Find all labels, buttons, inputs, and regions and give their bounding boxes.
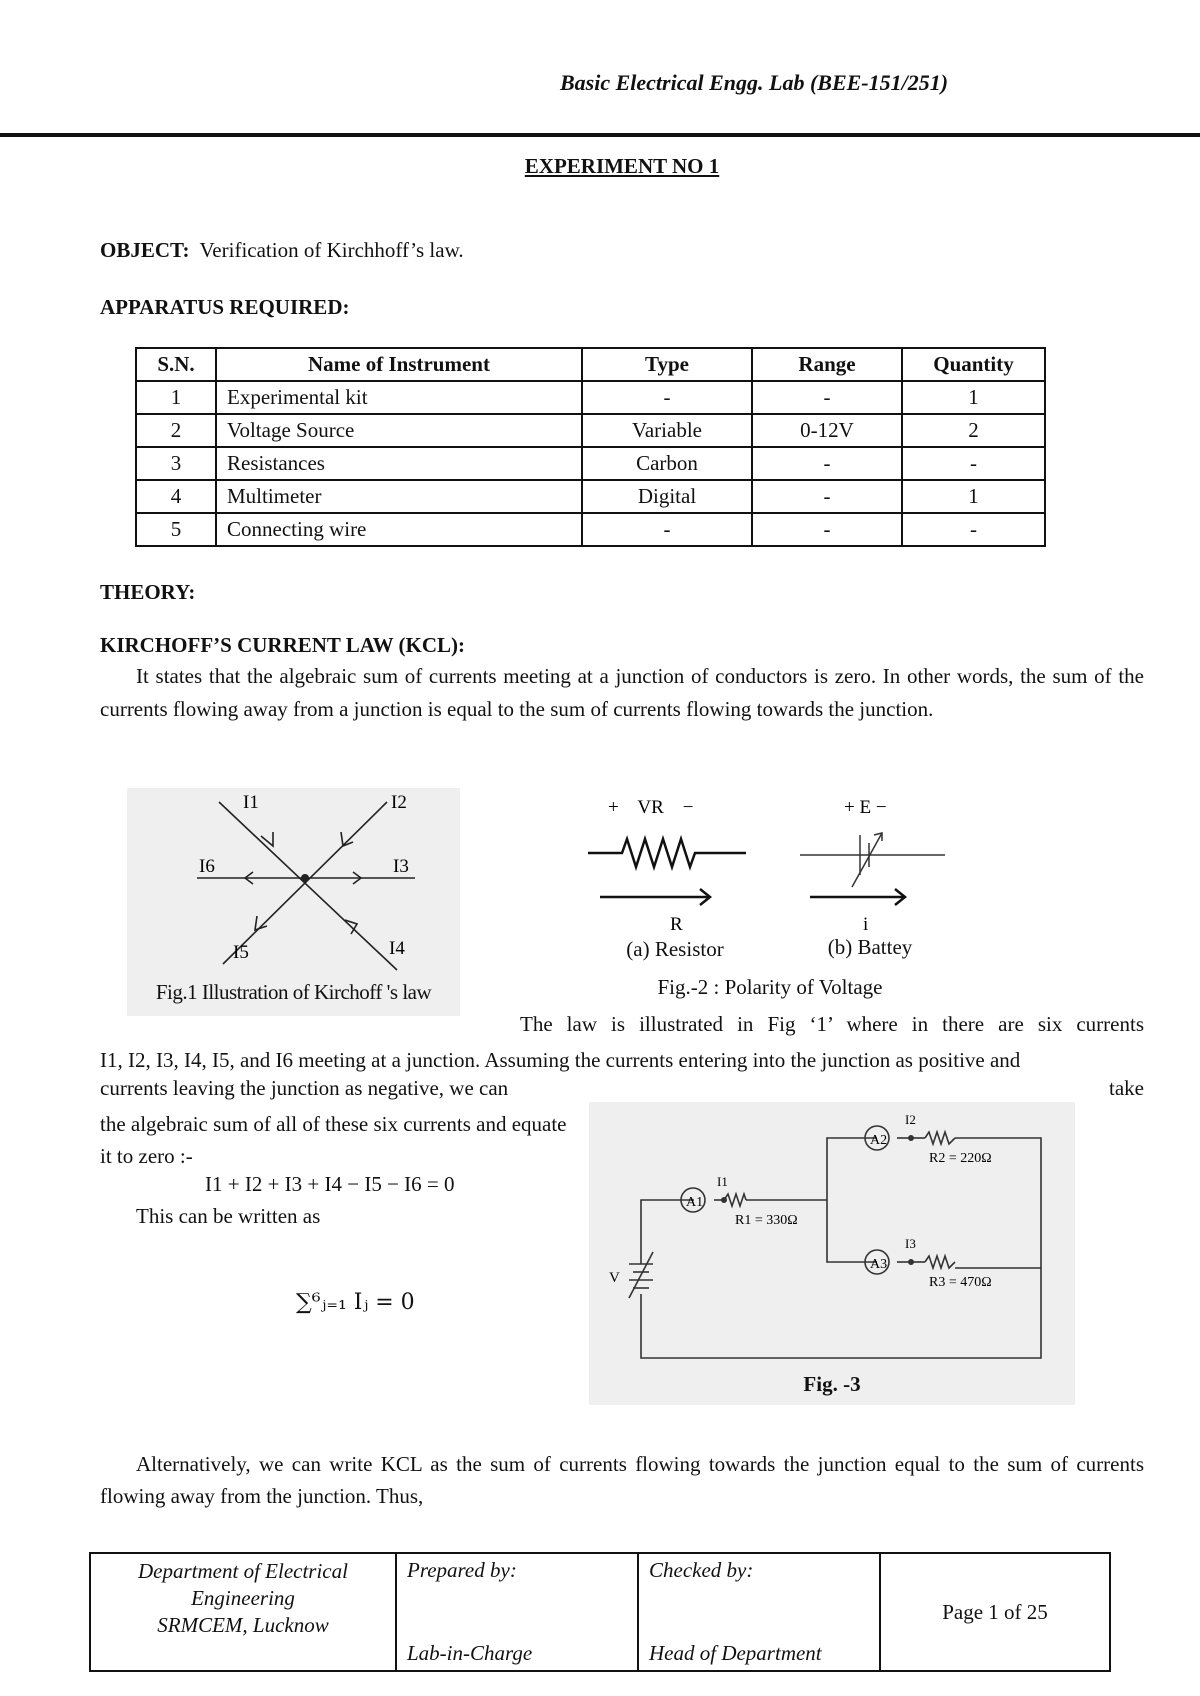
cell-sn: 3 [136,447,216,480]
object-label: OBJECT: [100,238,190,262]
footer-dept-line2: Engineering [191,1586,295,1610]
cell-sn: 2 [136,414,216,447]
footer-department [90,1553,396,1671]
fig3-r1-label: R1 = 330Ω [735,1213,798,1228]
kcl-alternative-paragraph: Alternatively, we can write KCL as the sum of currents flowing towards the junction equal to the sum of currents flowing away from the junction. Thus, [100,1452,1144,1508]
footer-checked-label: Checked by: [649,1558,754,1582]
col-quantity: Quantity [902,348,1045,381]
law-paragraph-line4: the algebraic sum of all of these six currents and equate it to zero :- [100,1112,567,1168]
law-paragraph-line1: The law is illustrated in Fig ‘1’ where in there are six currents [520,1012,1144,1036]
law-paragraph-take: take [1109,1076,1144,1100]
footer-page-number: Page 1 of 25 [880,1553,1110,1671]
cell-type: - [582,381,752,414]
cell-sn: 5 [136,513,216,546]
fig3-a1-label: A1 [686,1195,704,1210]
cell-quantity: 1 [902,480,1045,513]
fig1-label-i2: I2 [391,792,407,813]
fig3-i2-label: I2 [905,1112,916,1127]
fig2-caption: Fig.-2 : Polarity of Voltage [657,975,883,999]
fig2-sub-b: (b) Battey [827,935,913,959]
footer-prepared [396,1553,638,1671]
cell-type: Variable [582,414,752,447]
col-type: Type [582,348,752,381]
col-sn: S.N. [136,348,216,381]
law-paragraph-line2: I1, I2, I3, I4, I5, and I6 meeting at a junction. Assuming the currents entering into the junction as positive and [100,1048,1021,1072]
cell-range: - [752,513,902,546]
fig1-label-i5: I5 [233,942,249,963]
table-row [136,381,1045,414]
cell-type: Carbon [582,447,752,480]
law-paragraph-line3 [100,1076,1144,1101]
fig1-label-i6: I6 [199,856,215,877]
experiment-title: EXPERIMENT NO 1 [524,154,720,178]
fig3-svg [589,1102,1075,1405]
fig1-label-i4: I4 [389,938,405,959]
cell-name: Connecting wire [216,513,582,546]
fig3-circuit-diagram [589,1102,1075,1405]
fig2-battery-polarity: + E − [844,797,887,818]
fig3-a2-label: A2 [870,1133,888,1148]
course-header: Basic Electrical Engg. Lab (BEE-151/251) [560,70,949,95]
fig1-label-i3: I3 [393,856,409,877]
cell-range: - [752,447,902,480]
cell-name: Voltage Source [216,414,582,447]
footer-prepared-label: Prepared by: [407,1558,517,1582]
fig3-r2-label: R2 = 220Ω [929,1151,992,1166]
header-rule [0,133,1200,137]
fig3-i1-label: I1 [717,1174,728,1189]
kcl-paragraph: It states that the algebraic sum of currents meeting at a junction of conductors is zero. In other words, the sum of the currents flowing away from a junction is equal to the sum of currents flowing towards the junction. [100,664,1144,721]
cell-range: - [752,381,902,414]
fig2-polarity-diagram [560,785,960,935]
apparatus-header-row [136,348,1045,381]
object-line [100,238,464,263]
object-text: Verification of Kirchhoff’s law. [199,238,464,262]
kcl-equation: I1 + I2 + I3 + I4 − I5 − I6 = 0 [205,1172,455,1196]
table-row [136,447,1045,480]
cell-range: - [752,480,902,513]
footer-checked [638,1553,880,1671]
written-as-text: This can be written as [136,1204,321,1228]
kcl-summation-equation: ∑⁶ⱼ₌₁ Iⱼ = 0 [296,1290,415,1315]
cell-quantity: - [902,513,1045,546]
cell-sn: 4 [136,480,216,513]
law-paragraph-line3-text: currents leaving the junction as negative, we can [100,1076,509,1100]
fig2-sub-a: (a) Resistor [626,937,724,961]
fig2-resistor-polarity: + VR − [608,797,694,818]
fig2-i-label: i [863,914,869,935]
fig3-a3-label: A3 [870,1257,888,1272]
cell-quantity: 2 [902,414,1045,447]
footer-dept-line3: SRMCEM, Lucknow [157,1613,329,1637]
fig3-caption: Fig. -3 [803,1372,861,1396]
fig2-r-label: R [670,914,683,935]
fig3-i3-label: I3 [905,1236,916,1251]
fig2-svg [560,785,960,935]
cell-sn: 1 [136,381,216,414]
fig3-v-label: V [609,1270,620,1286]
kcl-heading: KIRCHOFF’S CURRENT LAW (KCL): [100,633,465,657]
table-row [136,414,1045,447]
apparatus-table [135,347,1046,547]
col-name: Name of Instrument [216,348,582,381]
fig1-caption: Fig.1 Illustration of Kirchoff 's law [155,980,432,1004]
fig1-label-i1: I1 [243,792,259,813]
col-range: Range [752,348,902,381]
cell-name: Multimeter [216,480,582,513]
apparatus-heading: APPARATUS REQUIRED: [100,295,350,319]
footer-row [90,1553,1110,1671]
cell-type: Digital [582,480,752,513]
table-row [136,480,1045,513]
footer-checked-value: Head of Department [649,1641,822,1665]
cell-quantity: - [902,447,1045,480]
cell-quantity: 1 [902,381,1045,414]
cell-name: Experimental kit [216,381,582,414]
table-row [136,513,1045,546]
fig3-r3-label: R3 = 470Ω [929,1275,992,1290]
cell-range: 0-12V [752,414,902,447]
cell-type: - [582,513,752,546]
footer-dept-line1: Department of Electrical [138,1559,348,1583]
theory-heading: THEORY: [100,580,196,604]
footer-table [89,1552,1111,1672]
cell-name: Resistances [216,447,582,480]
footer-prepared-value: Lab-in-Charge [407,1641,533,1665]
